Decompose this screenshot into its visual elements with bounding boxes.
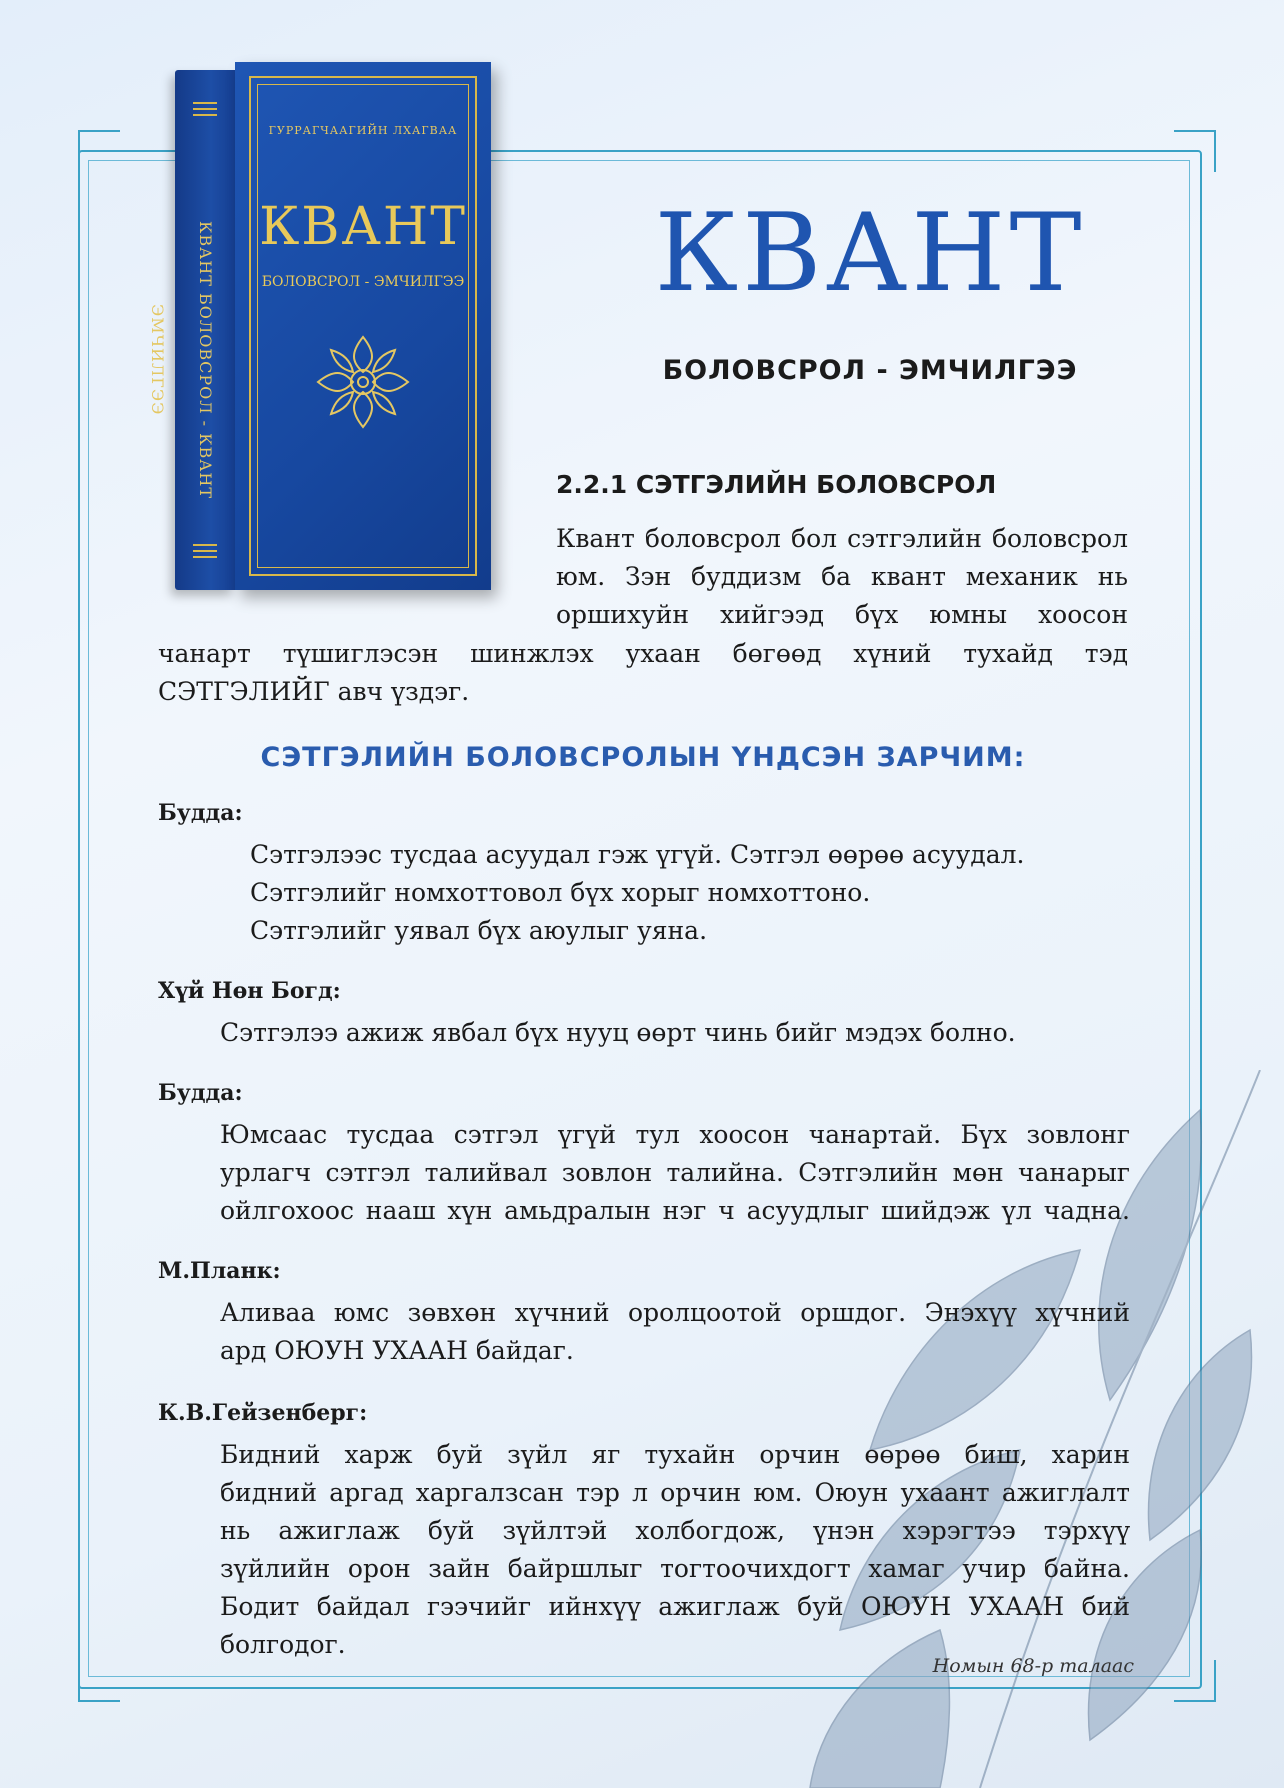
quote-line: зүйлийн орон зайн байршлыг тогтоочихдогт хамаг учир байна. (220, 1554, 1130, 1583)
quote-line: Аливаа юмс зөвхөн хүчний оролцоотой оршдог. Энэхүү хүчний (220, 1298, 1130, 1327)
quote-author: Будда: (158, 800, 243, 826)
quote-line: Бидний харж буй зүйл яг тухайн орчин өөрөө биш, харин (220, 1440, 1130, 1469)
intro-line: чанарт түшиглэсэн шинжлэх ухаан бөгөөд хүний тухайд тэд (158, 639, 1128, 668)
quote-line: урлагч сэтгэл талийвал зовлон талийна. Сэтгэлийн мөн чанарыг (220, 1158, 1130, 1187)
quote-author: К.В.Гейзенберг: (158, 1400, 368, 1426)
book-title: КВАНТ (259, 197, 467, 257)
quote-line: ойлгохоос нааш хүн амьдралын нэг ч асуудлыг шийдэж үл чадна. (220, 1196, 1130, 1225)
quote-author: М.Планк: (158, 1258, 281, 1284)
page-subtitle: БОЛОВСРОЛ - ЭМЧИЛГЭЭ (662, 355, 1078, 386)
quote-line: Сэтгэлээс тусдаа асуудал гэж үгүй. Сэтгэл өөрөө асуудал. (250, 840, 1025, 869)
quote-line: бидний аргад харгалзсан тэр л орчин юм. Оюун ухаант ажиглалт (220, 1478, 1130, 1507)
quote-author: Будда: (158, 1080, 243, 1106)
quote-line: Сэтгэлээ ажиж явбал бүх нууц өөрт чинь бийг мэдэх болно. (220, 1018, 1016, 1047)
frame-corner (1174, 130, 1216, 172)
cover-border (257, 84, 469, 568)
lotus-emblem-icon (313, 332, 413, 432)
frame-corner (78, 1660, 120, 1702)
intro-line: СЭТГЭЛИЙГ авч үздэг. (158, 677, 470, 706)
quote-author: Хүй Нөн Богд: (158, 978, 341, 1004)
intro-paragraph-bottom (158, 635, 1128, 711)
quote-line: Сэтгэлийг номхоттовол бүх хорыг номхоттоно. (250, 878, 871, 907)
quote-block (158, 1400, 1130, 1664)
principles-heading: СЭТГЭЛИЙН БОЛОВСРОЛЫН ҮНДСЭН ЗАРЧИМ: (260, 742, 1026, 773)
book-spine (148, 70, 235, 590)
source-note: Номын 68-р талаас (932, 1655, 1134, 1677)
frame-corner (78, 130, 120, 172)
quote-line: нь ажиглаж буй зүйлтэй холбогдож, үнэн хэрэгтээ тэрхүү (220, 1516, 1130, 1545)
quote-block (158, 978, 1130, 1052)
quote-line: ард ОЮУН УХААН байдаг. (220, 1336, 574, 1365)
book-cover-image (148, 62, 495, 592)
quote-line: Бодит байдал гээчийг ийнхүү ажиглаж буй ОЮУН УХААН бий (220, 1592, 1130, 1621)
spine-ornament (193, 98, 217, 120)
quote-line: болгодог. (220, 1630, 346, 1659)
intro-line: Квант боловсрол бол сэтгэлийн боловсрол (556, 524, 1128, 553)
quote-block (158, 800, 1130, 950)
book-subtitle: БОЛОВСРОЛ - ЭМЧИЛГЭЭ (261, 274, 465, 290)
spine-ornament (193, 540, 217, 562)
quote-block (158, 1258, 1130, 1370)
book-front-cover (235, 62, 491, 590)
intro-paragraph-top (556, 520, 1128, 634)
intro-line: оршихуйн хийгээд бүх юмны хоосон (556, 600, 1128, 629)
book-spine-title: КВАНТ БОЛОВСРОЛ - КВАНТ ЭМЧИЛГЭЭ (148, 220, 215, 499)
quote-line: Юмсаас тусдаа сэтгэл үгүй тул хоосон чанартай. Бүх зовлонг (220, 1120, 1130, 1149)
quote-block (158, 1080, 1130, 1230)
page-title: КВАНТ (654, 191, 1086, 316)
intro-line: юм. Зэн буддизм ба квант механик нь (556, 562, 1128, 591)
section-heading: 2.2.1 СЭТГЭЛИЙН БОЛОВСРОЛ (556, 470, 997, 499)
quote-line: Сэтгэлийг уявал бүх аюулыг уяна. (250, 916, 708, 945)
book-author: ГУРРАГЧААГИЙН ЛХАГВАА (268, 124, 458, 137)
